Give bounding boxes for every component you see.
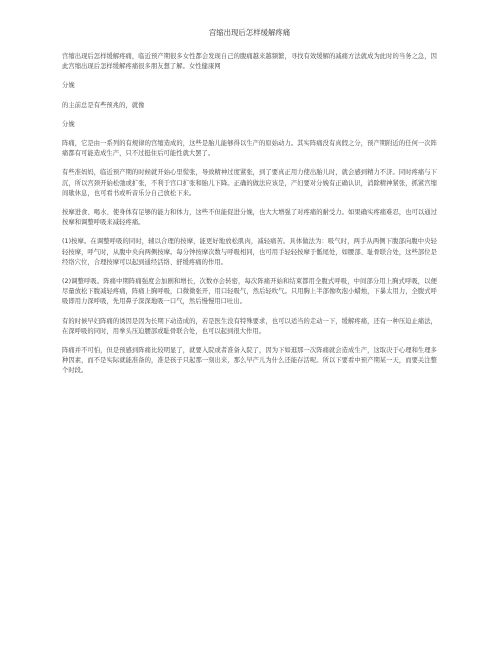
paragraph-eating-drinking: 按摩进食、喝水、使身体有足够的能力和体力，这些不但能促进分娩，也大大增强了对疼痛的耐受力。如果确实疼痛难忍，也可以通过按摩和调整呼吸来减轻疼痛。 <box>62 209 437 227</box>
paragraph-heading-fenmian-2: 分娩 <box>62 120 75 128</box>
paragraph-precursor: 的主前总是有些预兆的，就像 <box>62 101 145 109</box>
paragraph-labor-pain: 阵痛，它是由一系列的有规律的宫缩造成的，这些是胎儿能够得以生产的原始动力。其实阵痛没有真假之分，预产期附近的任何一次阵痛都有可能造成生产，只不过挺住后可能性就大罢了。 <box>62 140 437 158</box>
paragraph-breathing: (2)调整呼吸。阵痛中期阵痛强度会加剧和增长，次数亦会转密，每次阵痛开始和结束都用全腹式呼吸，中间部分用上胸式呼吸，以便尽量放松下腹减轻疼痛，阵痛上胸呼吸，口微微张开，用口轻吸气，然后轻吹气。只用胸上半部像吹泡小蜡烛，下暴太用力，全腹式呼吸即用力深呼吸，先用鼻子深深地吸一口气，然后慢慢用口吐出。 <box>62 278 437 306</box>
paragraph-intro: 宫缩出现后怎样缓解疼痛，临近预产期很多女性都会发现自己的腹痛越来越频繁，寻找有效缓解的减痛方法就成为此时的当务之急，因此宫缩出现后怎样缓解疼痛很多朋友想了解。女性健康网 <box>62 53 437 71</box>
paragraph-heading-fenmian-1: 分娩 <box>62 82 75 90</box>
paragraph-conclusion: 阵痛并不可怕，但是预感到阵痛比较明显了，就要入院或者准备入院了，因为下如逛那一次阵痛就会造成生产，这取决于心理和生理多种因素，而不是实际就能准备的，准是孩子只起那一刻出来，那么早产儿为什么还能存活呢。所以下要看中预产期某一天，而要关注整个时段。 <box>62 347 437 375</box>
paragraph-mothers-prep: 有些准妈妈，临近预产期的时候就开始心里慌张，导致精神过度紧张，到了要真正用力使出胎儿时，就会感到精力不济。同时疼痛与下沉，所以宫颈开始松弛或扩张，不利于宫口扩张和胎儿下降。正确的做法应该是，产妇要对分娩有正确认识，消除精神紧张，抓紧宫缩间歇休息，也可看书或听音乐分自己放松下来。 <box>62 169 437 197</box>
document-title: 宫缩出现后怎样缓解疼痛 <box>208 28 291 37</box>
paragraph-massage: (1)按摩。在调整呼吸的同时，辅以合理的按摩，能更好地放松肌肉，减轻痛苦。具体做法为：吸气时，两手从两侧下腹部向腹中央轻轻按摩，呼气时，从腹中央向两侧按摩。每分钟按摩次数与呼吸相同，也可用手轻轻按摩于骶尾处，如腰部、耻骨联合处，这些部位是经络穴位，合理按摩可以起到通经活络、舒缓疼痛的作用。 <box>62 238 437 266</box>
paragraph-walking: 有的时候早妇阵痛的诱因是因为长期下动造成的，若是医生没有特殊要求，也可以适当的走动一下，缓解疼痛，还有一种压迫止痛法，在深呼吸的同时，用拳头压迫腰部或耻骨联合处，也可以起到很大作用。 <box>62 317 437 335</box>
document-page <box>62 28 437 386</box>
